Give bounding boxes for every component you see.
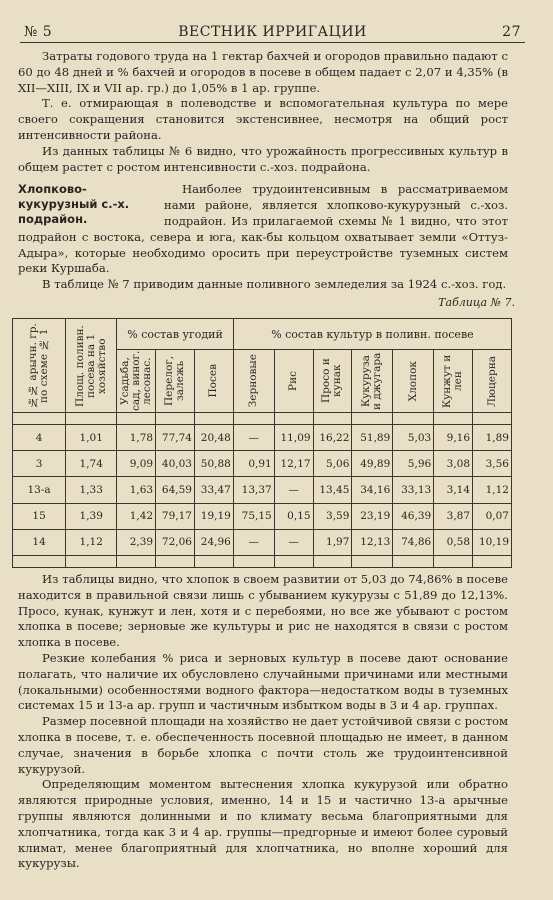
table-caption: Таблица № 7.: [438, 296, 515, 309]
paragraph: В таблице № 7 приводим данные поливного земледелия за 1924 с.-хоз. год.: [42, 277, 507, 292]
header-group: №№ арычн. гр. по схеме № 1: [13, 319, 66, 413]
table-row: 14 1,12 2,39 72,06 24,96 — — 1,97 12,13 74,86 0,58 10,19: [13, 529, 512, 555]
paragraph: Из таблицы видно, что хлопок в своем развитии от 5,03 до 74,86% в посеве находится в правильной связи лишь с убыванием кукурузы с 51,89 до 12,13%. Просо, кунак, кунжут и лен, хотя и с перебоями, но все же убывают с ростом хлопка в посеве; зерновые же культуры и рис не находятся в связи с ростом хлопка в посеве.: [18, 572, 508, 650]
header-lands-group: % состав угодий: [117, 319, 234, 350]
header-fallow: Перелог, залежь: [156, 350, 195, 413]
header-millet: Просо и кунак: [313, 350, 352, 413]
header-cotton: Хлопок: [393, 350, 434, 413]
header-sesame: Кунжут и лен: [434, 350, 473, 413]
section-heading: Хлопково-кукурузный с.-х. подрайон.: [18, 182, 130, 227]
text-block-top: [18, 49, 508, 293]
header-rice: Рис: [274, 350, 313, 413]
page-header: [20, 22, 525, 43]
table-row: 13-а 1,33 1,63 64,59 33,47 13,37 — 13,45 34,16 33,13 3,14 1,12: [13, 477, 512, 503]
paragraph: Т. е. отмирающая в полеводстве и вспомогательная культура по мере своего сокращения становится экстенсивнее, несмотря на общий рост интенсивности района.: [18, 96, 508, 142]
section-cotton-corn: [18, 182, 508, 277]
paragraph: Резкие колебания % риса и зерновых культур в посеве дают основание полагать, что наличие их обусловлено случайными причинами или местными (локальными) особенностями водного фактора—недостатком воды в туземных системах 15 и 13-а ар. групп и частичным избытком воды в 3 и 4 ар. группах.: [18, 650, 508, 713]
table-row: 3 1,74 9,09 40,03 50,88 0,91 12,17 5,06 49,89 5,96 3,08 3,56: [13, 451, 512, 477]
page-number: 27: [502, 24, 521, 40]
header-corn: Кукуруза и джугара: [352, 350, 393, 413]
text-block-bottom: [18, 572, 508, 872]
paragraph: Из данных таблицы № 6 видно, что урожайность прогрессивных культур в общем растет с ростом интенсивности с.-хоз. подрайона.: [18, 143, 508, 174]
header-sowing: Посев: [194, 350, 233, 413]
header-crops-group: % состав культур в поливн. посеве: [233, 319, 511, 350]
paragraph: Размер посевной площади на хозяйство не дает устойчивой связи с ростом хлопка в посеве, т. е. обеспеченность посевной площадью не имеет, в данном случае, значения в борьбе хлопка с почти столь же трудоинтенсивной кукурузой.: [18, 714, 508, 776]
paragraph: Затраты годового труда на 1 гектар бахчей и огородов правильно падают с 60 до 48 дней и % бахчей и огородов в посеве в общем падает с 2,07 и 4,35% (в XII—XIII, IX и VII ар. гр.) до 1,05% в 1 ар. группе.: [18, 49, 508, 95]
header-estate: Усадьба, сад, виног. лесонас.: [117, 350, 156, 413]
header-grain: Зерновые: [233, 350, 274, 413]
section-paragraph: Наиболее трудоинтенсивным в рассматриваемом нами районе, является хлопково-кукурузный с.-хоз. подрайон. Из прилагаемой схемы № 1 видно, что этот подрайон с востока, севера и юга, как-бы кольцом охватывает земли «Оттуз-Адыра», которые необходимо оросить при переустройстве туземных систем реки Куршаба.: [18, 182, 508, 276]
data-table: [12, 318, 512, 568]
table-row: 15 1,39 1,42 79,17 19,19 75,15 0,15 3,59 23,19 46,39 3,87 0,07: [13, 503, 512, 529]
paragraph: Определяющим моментом вытеснения хлопка кукурузой или обратно являются природные условия, именно, 14 и 15 и частично 13-а арычные группы являются долинными и по климату весьма благоприятными для хлопчатника, тогда как 3 и 4 ар. группы—предгорные и имеют более суровый климат, менее благоприятный для хлопчатника, но вполне хороший для кукурузы.: [18, 777, 508, 871]
header-alfalfa: Люцерна: [473, 350, 512, 413]
header-area: Площ. поливн. посева на 1 хозяйство: [66, 319, 117, 413]
journal-title: ВЕСТНИК ИРРИГАЦИИ: [178, 24, 367, 40]
table-7: [12, 318, 512, 568]
table-row: 4 1,01 1,78 77,74 20,48 — 11,09 16,22 51,89 5,03 9,16 1,89: [13, 425, 512, 451]
issue-number: № 5: [24, 24, 53, 40]
